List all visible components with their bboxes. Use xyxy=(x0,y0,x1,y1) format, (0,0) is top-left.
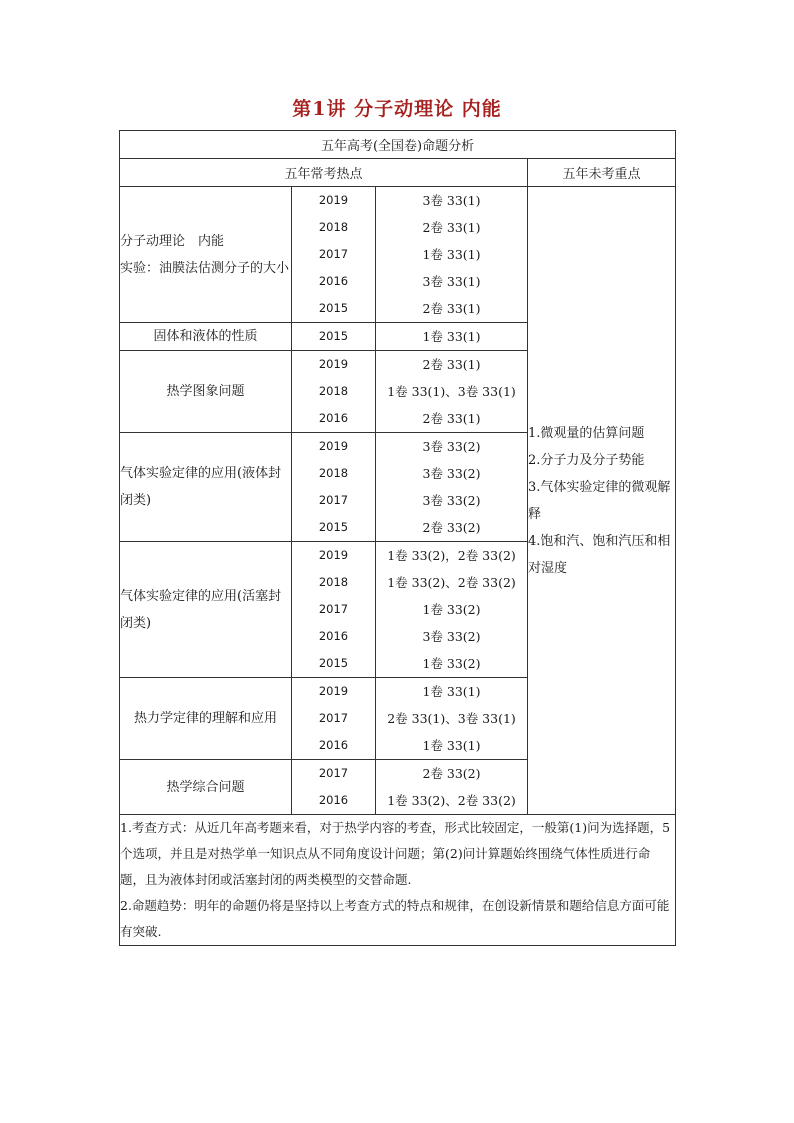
year-value: 2015 xyxy=(318,656,349,670)
notes-row xyxy=(120,815,676,946)
year-value: 2017 xyxy=(318,766,349,780)
section-row xyxy=(120,187,676,323)
year-cell xyxy=(292,323,376,351)
exam-cell xyxy=(376,323,528,351)
exam-value: 2卷 33(1) xyxy=(422,220,481,235)
exam-value: 1卷 33(2)，2卷 33(2) xyxy=(387,548,516,563)
year-cell xyxy=(292,187,376,323)
year-value: 2016 xyxy=(318,738,349,752)
year-cell xyxy=(292,351,376,433)
topic-cell: 气体实验定律的应用(活塞封闭类) xyxy=(120,542,292,678)
exam-value: 3卷 33(2) xyxy=(422,493,481,508)
focus-item: 4.饱和汽、饱和汽压和相对湿度 xyxy=(528,533,671,576)
topic-cell: 分子动理论 内能 实验：油膜法估测分子的大小 xyxy=(120,187,292,323)
exam-value: 2卷 33(2) xyxy=(422,766,481,781)
year-cell xyxy=(292,678,376,760)
exam-value: 1卷 33(2) xyxy=(422,602,481,617)
year-value: 2019 xyxy=(318,357,349,371)
exam-value: 2卷 33(2) xyxy=(422,520,481,535)
exam-value: 3卷 33(2) xyxy=(422,629,481,644)
exam-value: 3卷 33(1) xyxy=(422,274,481,289)
page-title: 第1讲 分子动理论 内能 xyxy=(292,98,502,120)
year-value: 2019 xyxy=(318,193,349,207)
future-focus-header: 五年未考重点 xyxy=(528,159,676,187)
analysis-table xyxy=(119,130,676,946)
topic-cell: 热力学定律的理解和应用 xyxy=(120,678,292,760)
exam-value: 3卷 33(1) xyxy=(422,193,481,208)
future-focus-cell xyxy=(528,187,676,815)
exam-value: 1卷 33(2) xyxy=(422,656,481,671)
exam-cell xyxy=(376,187,528,323)
year-value: 2015 xyxy=(318,329,349,343)
exam-cell xyxy=(376,542,528,678)
topic-cell: 气体实验定律的应用(液体封闭类) xyxy=(120,433,292,542)
exam-value: 1卷 33(1)、3卷 33(1) xyxy=(387,384,516,399)
year-value: 2015 xyxy=(318,301,349,315)
topic-cell: 热学图象问题 xyxy=(120,351,292,433)
exam-value: 1卷 33(1) xyxy=(422,247,481,262)
exam-cell xyxy=(376,760,528,815)
year-value: 2017 xyxy=(318,493,349,507)
year-value: 2016 xyxy=(318,411,349,425)
year-cell xyxy=(292,760,376,815)
year-value: 2018 xyxy=(318,575,349,589)
focus-item: 1.微观量的估算问题 xyxy=(528,425,645,441)
year-value: 2018 xyxy=(318,466,349,480)
year-value: 2017 xyxy=(318,602,349,616)
year-cell xyxy=(292,433,376,542)
exam-value: 3卷 33(2) xyxy=(422,466,481,481)
table-main-header: 五年高考(全国卷)命题分析 xyxy=(120,131,676,159)
exam-value: 1卷 33(1) xyxy=(422,738,481,753)
year-value: 2019 xyxy=(318,548,349,562)
exam-value: 1卷 33(2)、2卷 33(2) xyxy=(387,793,516,808)
year-value: 2017 xyxy=(318,711,349,725)
exam-value: 3卷 33(2) xyxy=(422,439,481,454)
exam-value: 2卷 33(1)、3卷 33(1) xyxy=(387,711,516,726)
year-value: 2015 xyxy=(318,520,349,534)
year-value: 2016 xyxy=(318,274,349,288)
exam-value: 2卷 33(1) xyxy=(422,357,481,372)
year-value: 2019 xyxy=(318,439,349,453)
topic-cell: 热学综合问题 xyxy=(120,760,292,815)
focus-item: 3.气体实验定律的微观解释 xyxy=(528,479,671,522)
exam-cell xyxy=(376,351,528,433)
exam-value: 1卷 33(2)、2卷 33(2) xyxy=(387,575,516,590)
exam-value: 1卷 33(1) xyxy=(422,329,481,344)
exam-value: 1卷 33(1) xyxy=(422,684,481,699)
year-value: 2016 xyxy=(318,629,349,643)
note-paragraph: 1.考查方式：从近几年高考题来看，对于热学内容的考查，形式比较固定，一般第(1)问为选择题，5个选项，并且是对热学单一知识点从不同角度设计问题；第(2)问计算题始终围绕气体性质进行命题，且为液体封闭或活塞封闭的两类模型的交替命题. xyxy=(120,820,671,887)
focus-item: 2.分子力及分子势能 xyxy=(528,452,645,468)
exam-value: 2卷 33(1) xyxy=(422,301,481,316)
note-paragraph: 2.命题趋势：明年的命题仍将是坚持以上考查方式的特点和规律，在创设新情景和题给信息方面可能有突破. xyxy=(120,898,670,939)
year-value: 2016 xyxy=(318,793,349,807)
year-value: 2018 xyxy=(318,220,349,234)
year-value: 2019 xyxy=(318,684,349,698)
exam-cell xyxy=(376,433,528,542)
exam-value: 2卷 33(1) xyxy=(422,411,481,426)
notes-cell xyxy=(120,815,676,946)
hot-topics-header: 五年常考热点 xyxy=(120,159,528,187)
topic-cell: 固体和液体的性质 xyxy=(120,323,292,351)
year-value: 2018 xyxy=(318,384,349,398)
exam-cell xyxy=(376,678,528,760)
year-cell xyxy=(292,542,376,678)
year-value: 2017 xyxy=(318,247,349,261)
